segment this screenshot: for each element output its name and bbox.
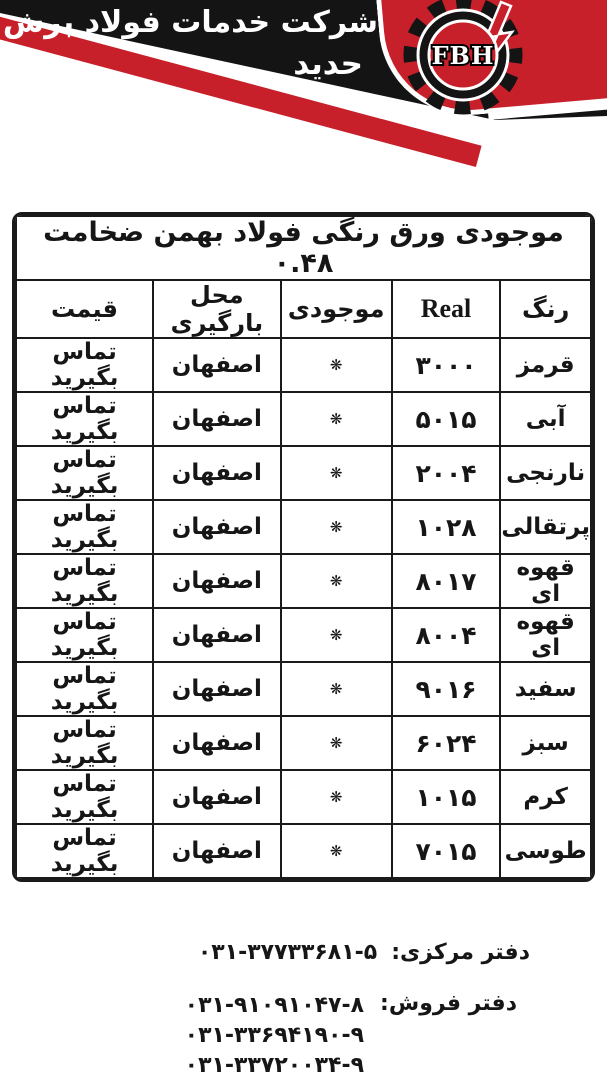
cell-location: اصفهان <box>153 824 281 878</box>
cell-location: اصفهان <box>153 770 281 824</box>
availability-asterisk-icon: ❋ <box>281 554 392 608</box>
cell-real-code: ۱۰۲۸ <box>392 500 501 554</box>
table-row <box>16 662 591 716</box>
central-office-phone: ۰۳۱-۳۷۷۳۳۶۸۱-۵ <box>197 940 378 965</box>
sales-office-label: دفتر فروش: <box>380 991 517 1016</box>
cell-price: تماس بگیرید <box>16 338 153 392</box>
cell-color: طوسی <box>500 824 591 878</box>
sales-office-row <box>0 991 607 1081</box>
table-row <box>16 608 591 662</box>
cell-price: تماس بگیرید <box>16 770 153 824</box>
fbh-logo-text: FBH <box>431 41 495 70</box>
cell-price: تماس بگیرید <box>16 662 153 716</box>
col-header-loading-location: محل بارگیری <box>153 280 281 338</box>
availability-asterisk-icon: ❋ <box>281 770 392 824</box>
sales-office-phone: ۰۳۱-۳۳۶۹۴۱۹۰-۹ <box>184 1023 365 1048</box>
cell-price: تماس بگیرید <box>16 824 153 878</box>
price-table-wrapper <box>12 212 595 882</box>
cell-location: اصفهان <box>153 392 281 446</box>
cell-color: پرتقالی <box>500 500 591 554</box>
cell-real-code: ۲۰۰۴ <box>392 446 501 500</box>
sales-office-phones <box>185 991 364 1081</box>
table-row <box>16 446 591 500</box>
table-row <box>16 716 591 770</box>
cell-real-code: ۸۰۱۷ <box>392 554 501 608</box>
cell-color: کرم <box>500 770 591 824</box>
footer-contacts <box>0 940 607 1081</box>
cell-price: تماس بگیرید <box>16 554 153 608</box>
cell-real-code: ۳۰۰۰ <box>392 338 501 392</box>
company-name <box>3 4 378 83</box>
cell-location: اصفهان <box>153 446 281 500</box>
cell-real-code: ۶۰۲۴ <box>392 716 501 770</box>
availability-asterisk-icon: ❋ <box>281 662 392 716</box>
cell-color: سفید <box>500 662 591 716</box>
header-banner <box>0 0 607 190</box>
table-title-row <box>16 216 591 280</box>
cell-price: تماس بگیرید <box>16 500 153 554</box>
cell-location: اصفهان <box>153 338 281 392</box>
cell-location: اصفهان <box>153 554 281 608</box>
table-row <box>16 392 591 446</box>
table-row <box>16 554 591 608</box>
cell-color: آبی <box>500 392 591 446</box>
table-header-row <box>16 280 591 338</box>
cell-real-code: ۵۰۱۵ <box>392 392 501 446</box>
table-row <box>16 770 591 824</box>
cell-location: اصفهان <box>153 500 281 554</box>
col-header-availability: موجودی <box>281 280 392 338</box>
cell-price: تماس بگیرید <box>16 608 153 662</box>
cell-price: تماس بگیرید <box>16 392 153 446</box>
company-name-line2: حدید <box>293 45 363 82</box>
cell-color: سبز <box>500 716 591 770</box>
sales-office-phone: ۰۳۱-۳۳۷۲۰۰۳۴-۹ <box>184 1053 365 1078</box>
cell-color: نارنجی <box>500 446 591 500</box>
company-name-line1: شرکت خدمات فولاد برش <box>2 5 378 40</box>
table-row <box>16 500 591 554</box>
cell-price: تماس بگیرید <box>16 446 153 500</box>
central-office-row <box>0 940 607 965</box>
cell-price: تماس بگیرید <box>16 716 153 770</box>
cell-real-code: ۹۰۱۶ <box>392 662 501 716</box>
cell-color: قرمز <box>500 338 591 392</box>
cell-real-code: ۸۰۰۴ <box>392 608 501 662</box>
col-header-real: Real <box>392 280 501 338</box>
cell-location: اصفهان <box>153 662 281 716</box>
availability-asterisk-icon: ❋ <box>281 824 392 878</box>
table-row <box>16 824 591 878</box>
cell-location: اصفهان <box>153 716 281 770</box>
gear-icon <box>398 0 528 120</box>
cell-color: قهوه ای <box>500 554 591 608</box>
availability-asterisk-icon: ❋ <box>281 392 392 446</box>
availability-asterisk-icon: ❋ <box>281 500 392 554</box>
cell-real-code: ۷۰۱۵ <box>392 824 501 878</box>
availability-asterisk-icon: ❋ <box>281 608 392 662</box>
availability-asterisk-icon: ❋ <box>281 716 392 770</box>
availability-asterisk-icon: ❋ <box>281 338 392 392</box>
cell-color: قهوه ای <box>500 608 591 662</box>
table-row <box>16 338 591 392</box>
cell-real-code: ۱۰۱۵ <box>392 770 501 824</box>
central-office-label: دفتر مرکزی: <box>391 940 530 965</box>
table-title: موجودی ورق رنگی فولاد بهمن ضخامت ۰.۴۸ <box>16 216 591 280</box>
sales-office-phone: ۰۳۱-۹۱۰۹۱۰۴۷-۸ <box>184 993 365 1018</box>
price-table <box>15 215 592 879</box>
cell-location: اصفهان <box>153 608 281 662</box>
col-header-price: قیمت <box>16 280 153 338</box>
col-header-color: رنگ <box>500 280 591 338</box>
availability-asterisk-icon: ❋ <box>281 446 392 500</box>
